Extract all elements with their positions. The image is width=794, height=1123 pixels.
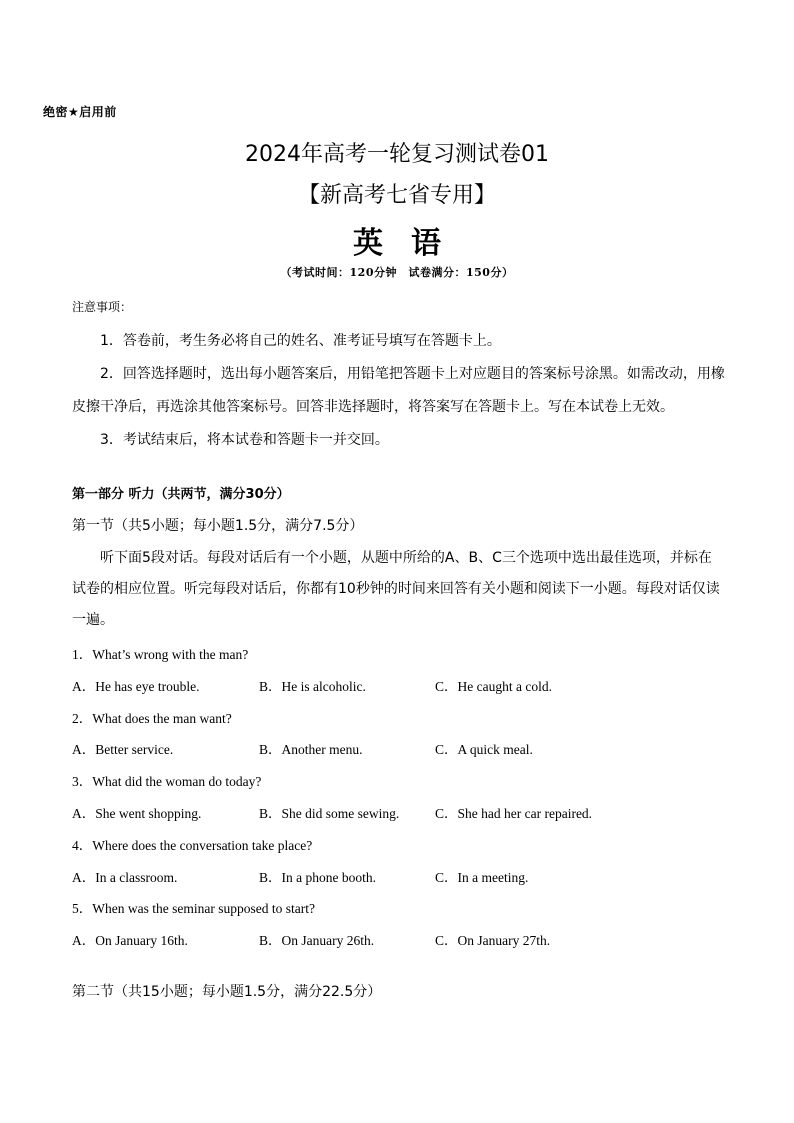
- question-5-option-b: B．On January 26th.: [259, 933, 375, 948]
- instructions-line-2: 试卷的相应位置。听完每段对话后，你都有10秒钟的时间来回答有关小题和阅读下一小题。每段对话仅读: [72, 581, 720, 597]
- question-2-stem: 2．What does the man want?: [72, 711, 232, 726]
- question-3-option-b: B．She did some sewing.: [259, 806, 400, 821]
- question-4-stem: 4．Where does the conversation take place?: [72, 838, 313, 853]
- notice-item-2-line-1: 2．回答选择题时，选出每小题答案后，用铅笔把答题卡上对应题目的答案标号涂黑。如需改动，用橡: [100, 366, 725, 382]
- question-2-option-a: A．Better service.: [72, 742, 174, 757]
- section2-heading: 第二节（共15小题；每小题1.5分，满分22.5分）: [72, 984, 382, 1000]
- exam-subtitle: 【新高考七省专用】: [297, 183, 496, 208]
- question-3-stem: 3．What did the woman do today?: [72, 774, 262, 789]
- question-1-stem: 1．What’s wrong with the man?: [72, 647, 249, 662]
- question-4-option-b: B．In a phone booth.: [259, 870, 376, 885]
- part1-heading: 第一部分 听力（共两节，满分30分）: [72, 487, 290, 502]
- question-3-option-a: A．She went shopping.: [72, 806, 202, 821]
- question-4-option-c: C．In a meeting.: [435, 870, 529, 885]
- exam-title: 2024年高考一轮复习测试卷01: [245, 142, 549, 167]
- question-1-option-b: B．He is alcoholic.: [259, 679, 366, 694]
- exam-info: （考试时间：120分钟 试卷满分：150分）: [280, 266, 514, 279]
- question-4-option-a: A．In a classroom.: [72, 870, 178, 885]
- question-2-option-c: C．A quick meal.: [435, 742, 533, 757]
- question-5-option-a: A．On January 16th.: [72, 933, 188, 948]
- instructions-line-3: 一遍。: [72, 612, 114, 628]
- notice-heading: 注意事项：: [72, 300, 133, 314]
- question-5-option-c: C．On January 27th.: [435, 933, 551, 948]
- question-2-option-b: B．Another menu.: [259, 742, 363, 757]
- notice-item-3: 3．考试结束后，将本试卷和答题卡一并交回。: [100, 432, 389, 448]
- question-1-option-c: C．He caught a cold.: [435, 679, 552, 694]
- subject-title: 英语: [353, 226, 469, 261]
- notice-item-2-line-2: 皮擦干净后，再选涂其他答案标号。回答非选择题时，将答案写在答题卡上。写在本试卷上无效。: [72, 399, 674, 415]
- secret-mark: 绝密★启用前: [43, 105, 117, 119]
- question-1-option-a: A．He has eye trouble.: [72, 679, 200, 694]
- instructions-line-1: 听下面5段对话。每段对话后有一个小题，从题中所给的A、B、C三个选项中选出最佳选项，并标在: [100, 550, 712, 566]
- section1-heading: 第一节（共5小题；每小题1.5分，满分7.5分）: [72, 518, 364, 534]
- question-3-option-c: C．She had her car repaired.: [435, 806, 593, 821]
- notice-item-1: 1．答卷前，考生务必将自己的姓名、准考证号填写在答题卡上。: [100, 333, 501, 349]
- question-5-stem: 5．When was the seminar supposed to start?: [72, 901, 315, 916]
